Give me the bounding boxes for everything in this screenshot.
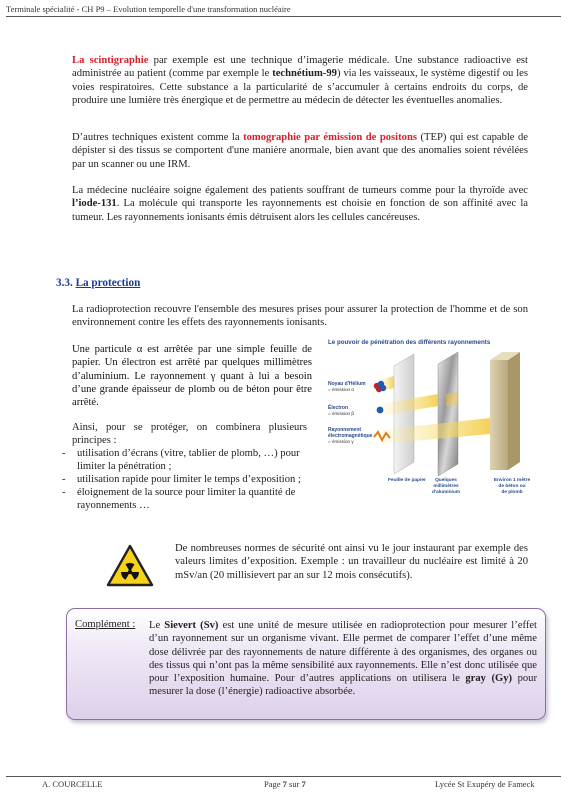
label-alpha-sub: = émission α	[328, 387, 355, 392]
page-header: Terminale spécialité - CH P9 – Evolution temporelle d'une transformation nucléaire	[6, 4, 291, 14]
paragraph-particules: Une particule α est arrêtée par une simple feuille de papier. Un électron est arrêté par quelques millimètres d’aluminium. Le rayonnement γ quant à lui a besoin d’une grande épaisseur de plomb ou de béton pour être arrêté.	[72, 344, 312, 409]
list-dash: -	[62, 487, 66, 498]
term-technetium: technétium-99	[272, 68, 337, 80]
complement-text	[149, 619, 537, 699]
footer-total: 7	[301, 779, 306, 789]
list-item	[62, 447, 307, 473]
paragraph-normes: De nombreuses normes de sécurité ont ainsi vu le jour instaurant par exemple des valeurs limites d’exposition. Exemple : un travailleur du nucléaire est limité à 20 mSv/an (20 millisievert par an sur 12 mois consécutifs).	[175, 543, 528, 581]
paragraph-principes: Ainsi, pour se protéger, on combinera plusieurs principes :	[72, 422, 307, 447]
paragraph-text: par exemple est une technique d’imagerie médicale. Une substance radioactive est administrée au patient (comme par exemple le	[72, 55, 528, 80]
penetration-power-figure	[322, 334, 547, 500]
paragraph-medecine-nucleaire	[72, 184, 528, 224]
section-title	[56, 277, 140, 289]
term-gray: gray (Gy)	[465, 673, 513, 685]
complement-text-part: Le	[149, 620, 165, 631]
paragraph-scintigraphie	[72, 54, 528, 107]
figure-title: Le pouvoir de pénétration des différents rayonnements	[328, 339, 491, 346]
term-sievert: Sievert (Sv)	[164, 620, 219, 631]
complement-text-part: pour mesurer la dose (l’énergie) radioactive absorbée.	[149, 673, 537, 698]
paper-sheet	[394, 354, 414, 474]
caption-concrete-2: de béton ou	[498, 484, 526, 489]
paragraph-text: ) via les vaisseaux, le système digestif ou les voies respiratoires. Cette substance a la particularité de s’accumuler à certains endroits du corps, de produire une lumière très énergique et de permettre au médecin de détecter les éventuelles anomalies.	[72, 68, 528, 106]
concrete-block	[490, 352, 520, 470]
footer-sur: sur	[289, 779, 300, 789]
footer-page-number	[264, 779, 306, 789]
caption-aluminium-2: millimètres	[433, 484, 459, 489]
label-gamma-title2: électromagnétique	[328, 433, 373, 439]
paragraph-tep	[72, 131, 528, 171]
label-gamma-title: Rayonnement	[328, 427, 362, 433]
list-item-text: utilisation rapide pour limiter le temps d’exposition ;	[77, 474, 301, 485]
list-item	[62, 473, 307, 486]
protection-principles-list	[62, 447, 307, 512]
header-divider	[6, 16, 561, 17]
paragraph-text: La médecine nucléaire soigne également des patients souffrant de tumeurs comme pour la thyroïde avec	[72, 185, 528, 196]
complement-box	[66, 608, 546, 720]
caption-aluminium-1: Quelques	[435, 478, 457, 483]
list-item-text: éloignement de la source pour limiter la quantité de rayonnements …	[77, 487, 296, 511]
list-dash: -	[62, 474, 66, 485]
term-scintigraphie: La scintigraphie	[72, 55, 149, 66]
list-item-text: utilisation d’écrans (vitre, tablier de plomb, …) pour limiter la pénétration ;	[77, 448, 300, 472]
footer-divider	[6, 776, 561, 777]
section-number: 3.3.	[56, 277, 73, 289]
label-beta-title: Électron	[328, 405, 349, 411]
footer-school: Lycée St Exupéry de Fameck	[435, 779, 535, 789]
paragraph-text: . La molécule qui transporte les rayonnements est choisie en fonction de son affinité avec la tumeur. Les rayonnements ionisants émis détruisent alors les cellules cancéreuses.	[72, 198, 528, 223]
list-item	[62, 486, 307, 512]
paragraph-text: (TEP) qui est capable de dépister si des tissus se comportent d'une manière anormale, bien avant que des anomalies soient révélées par un scanner ou une IRM.	[72, 132, 529, 170]
paragraph-radioprotection: La radioprotection recouvre l'ensemble des mesures prises pour assurer la protection de l'homme et de son environnement contre les effets des rayonnements ionisants.	[72, 304, 528, 329]
section-title-text: La protection	[75, 277, 141, 289]
radiation-hazard-icon	[106, 544, 154, 588]
label-alpha-title: Noyau d'Hélium	[328, 381, 366, 387]
label-beta-sub: = émission β	[328, 411, 355, 416]
label-gamma-sub: = émission γ	[328, 439, 354, 444]
caption-paper: Feuille de papier	[388, 478, 426, 483]
term-iode: l’iode-131	[72, 198, 117, 210]
paragraph-text: D’autres techniques existent comme la	[72, 132, 244, 143]
footer-page-word: Page	[264, 779, 281, 789]
aluminium-sheet	[438, 352, 458, 476]
complement-text-part: est une unité de mesure utilisée en radioprotection pour mesurer l’effet d’un rayonnement sur un organisme vivant. Elle permet de comparer l’effet d’une même dose délivrée par des rayonnements de nature différente à des organismes, des organes ou des tissus qui n’ont pas la même sensibilité aux rayonnements. Elle n’est donc utilisée que pour l’exposition humaine. Pour d’autres applications on utilisera le	[149, 620, 537, 685]
electron-icon	[377, 407, 384, 414]
footer-page: 7	[282, 779, 287, 789]
caption-concrete-3: de plomb	[501, 490, 523, 495]
caption-aluminium-3: d'aluminium	[431, 490, 461, 495]
footer-author: A. COURCELLE	[42, 779, 103, 789]
list-dash: -	[62, 448, 66, 459]
complement-label: Complément :	[75, 619, 136, 630]
term-tomographie: tomographie par émission de positons	[243, 132, 417, 143]
caption-concrete-1: Environ 1 mètre	[493, 478, 531, 483]
